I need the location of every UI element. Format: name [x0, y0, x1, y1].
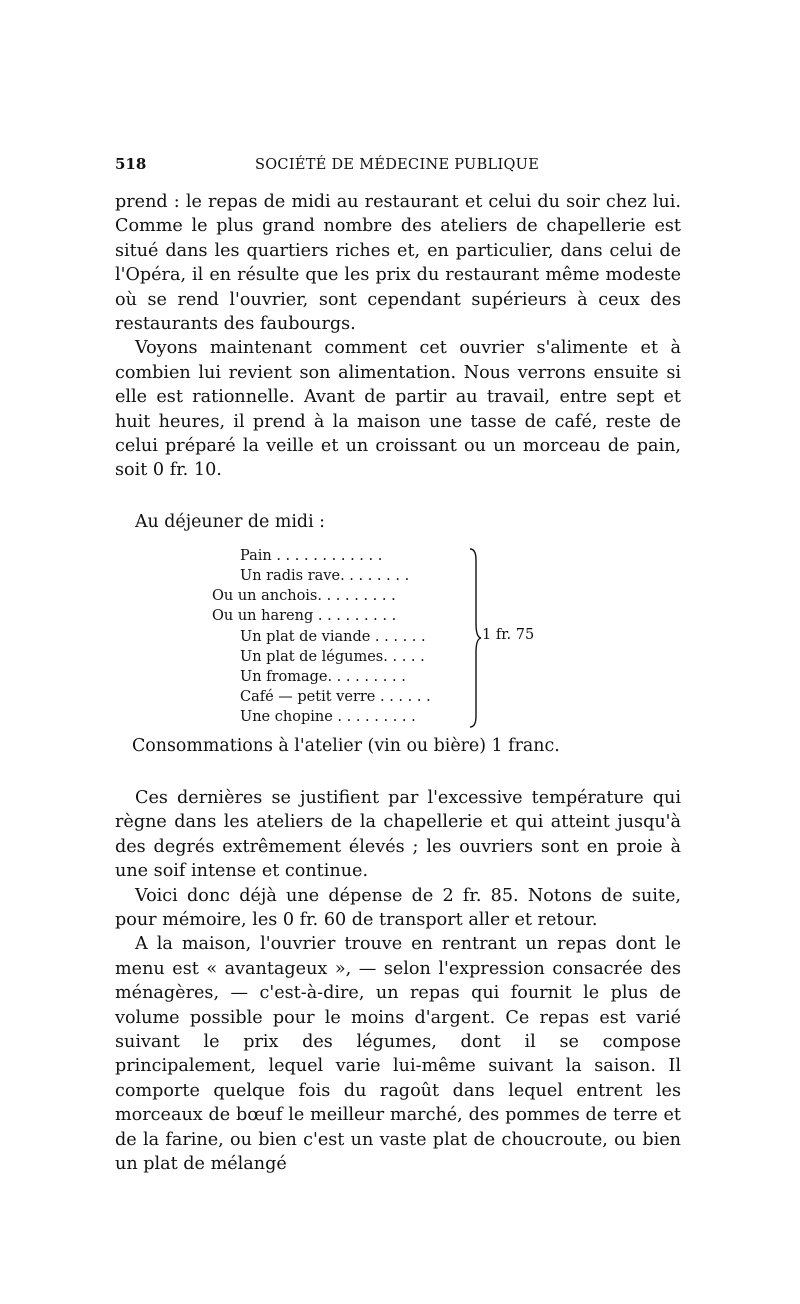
body-text-top: [115, 190, 681, 483]
menu-item: Ou un anchois. . . . . . . . .: [212, 588, 396, 604]
paragraph-thirst: Ces dernières se justifient par l'excessive température qui règne dans les ateliers de la chapellerie et qui atteint jusqu'à des degrés extrêmement élevés ; les ouvriers sont en proie à une soif intense et continue.: [115, 788, 681, 882]
menu-item: Un fromage. . . . . . . . .: [240, 669, 406, 685]
page-number: 518: [115, 155, 147, 173]
menu-item: Ou un hareng . . . . . . . . .: [212, 608, 397, 624]
menu-total-price: 1 fr. 75: [482, 627, 535, 643]
page-header: [0, 155, 800, 179]
body-text-bottom: [115, 786, 681, 1177]
running-head: SOCIÉTÉ DE MÉDECINE PUBLIQUE: [255, 157, 540, 173]
menu-item: Café — petit verre . . . . . .: [240, 689, 431, 705]
menu-item: Un plat de viande . . . . . .: [240, 629, 426, 645]
right-brace-icon: [468, 546, 482, 730]
lunch-menu: [212, 546, 572, 731]
paragraph-continuation: prend : le repas de midi au restaurant et celui du soir chez lui. Comme le plus grand nombre des ateliers de chapellerie est situé dans les quartiers riches et, en particulier, dans celui de l'Opéra, il en résulte que les prix du restaurant même modeste où se rend l'ouvrier, sont cependant supérieurs à ceux des restaurants des faubourgs.: [115, 192, 681, 335]
menu-item: Une chopine . . . . . . . . .: [240, 709, 416, 725]
paragraph-expense: Voici donc déjà une dépense de 2 fr. 85. Notons de suite, pour mémoire, les 0 fr. 60 de transport aller et retour.: [115, 885, 681, 931]
paragraph-dinner: A la maison, l'ouvrier trouve en rentrant un repas dont le menu est « avantageux », — selon l'expression consacrée des ménagères, — c'est-à-dire, un repas qui fournit le plus de volume possible pour le moins d'argent. Ce repas est varié suivant le prix des légumes, dont il se compose principalement, lequel varie lui-même suivant la saison. Il comporte quelque fois du ragoût dans lequel entrent les morceaux de bœuf le meilleur marché, des pommes de terre et de la farine, ou bien c'est un vaste plat de choucroute, ou bien un plat de mélangé: [115, 934, 681, 1175]
menu-item: Un radis rave. . . . . . . .: [240, 568, 410, 584]
menu-item: Pain . . . . . . . . . . . .: [240, 548, 383, 564]
menu-intro: Au déjeuner de midi :: [135, 512, 326, 532]
menu-item: Un plat de légumes. . . . .: [240, 649, 425, 665]
workshop-consumption: Consommations à l'atelier (vin ou bière) 1 franc.: [132, 736, 560, 756]
paragraph-breakfast: Voyons maintenant comment cet ouvrier s'alimente et à combien lui revient son alimentation. Nous verrons ensuite si elle est rationnelle. Avant de partir au travail, entre sept et huit heures, il prend à la maison une tasse de café, reste de celui préparé la veille et un croissant ou un morceau de pain, soit 0 fr. 10.: [115, 338, 681, 481]
